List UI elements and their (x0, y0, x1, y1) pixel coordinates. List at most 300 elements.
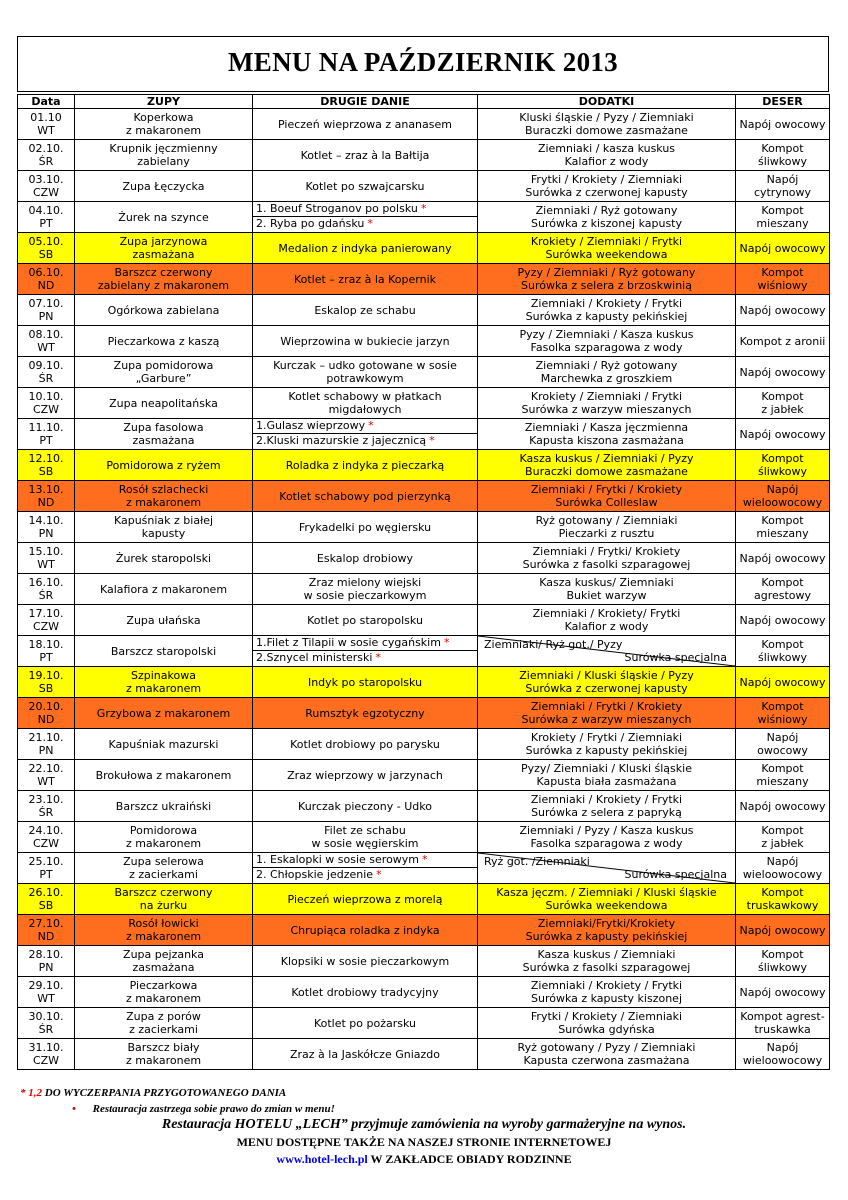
date-cell-line: PN (38, 310, 54, 323)
dessert-cell-line: Kompot (761, 142, 804, 155)
sides-cell-line: Surówka z czerwonej kapusty (525, 186, 688, 199)
sides-cell-line: Kapusta kiszona zasmażana (529, 434, 684, 447)
soup-cell (75, 884, 253, 915)
date-cell (18, 326, 75, 357)
dessert-cell-line: Napój owocowy (739, 117, 826, 131)
sides-cell (478, 202, 736, 233)
date-cell-line: 15.10. (28, 545, 64, 558)
main-course-cell (253, 326, 478, 357)
dessert-cell (736, 946, 830, 977)
dessert-cell-line: Kompot (761, 948, 804, 961)
sides-cell-line: Surówka z kapusty pekińskiej (525, 310, 688, 323)
dessert-cell-line: śliwkowy (757, 961, 808, 974)
dessert-cell-line: Napój owocowy (739, 675, 826, 689)
menu-row (18, 1039, 830, 1070)
main-course-cell-line: Chrupiąca roladka z indyka (290, 923, 440, 937)
main-course-option-text: 2. Ryba po gdańsku (256, 217, 365, 230)
menu-row (18, 667, 830, 698)
sides-cell (478, 667, 736, 698)
menu-row (18, 543, 830, 574)
sides-cell (478, 450, 736, 481)
dessert-cell-line: śliwkowy (757, 651, 808, 664)
main-course-cell-line: Zraz à la Jaskółcze Gniazdo (289, 1047, 440, 1061)
sides-cell-line: Krokiety / Ziemniaki / Frytki (530, 390, 683, 403)
header-main-course: DRUGIE DANIE (253, 95, 478, 109)
soup-cell-line: Zupa selerowa (123, 855, 204, 868)
date-cell-line: 13.10. (28, 483, 64, 496)
soup-cell (75, 760, 253, 791)
menu-row (18, 109, 830, 140)
dessert-cell-line: Napój (766, 1041, 799, 1054)
sides-cell (478, 636, 736, 667)
menu-row (18, 450, 830, 481)
soup-cell (75, 140, 253, 171)
date-cell-line: 03.10. (28, 173, 64, 186)
sides-cell-line: Surówka z fasolki szparagowej (522, 558, 691, 571)
main-course-cell (253, 357, 478, 388)
main-course-cell-line: Kurczak – udko gotowane w sosie (273, 359, 457, 372)
date-cell (18, 636, 75, 667)
sides-cell (478, 419, 736, 450)
main-course-cell (253, 1008, 478, 1039)
main-course-cell (253, 636, 478, 667)
date-cell (18, 233, 75, 264)
main-course-cell (253, 853, 478, 884)
soup-cell-line: Żurek na szynce (118, 210, 209, 224)
sides-cell-line: Surówka gdyńska (558, 1023, 655, 1036)
page-title: MENU NA PAŹDZIERNIK 2013 (228, 47, 618, 77)
sides-cell-line: Frytki / Krokiety / Ziemniaki (530, 1010, 683, 1023)
dessert-cell-line: Napój owocowy (739, 923, 826, 937)
date-cell-line: 02.10. (28, 142, 64, 155)
sides-cell-line: Fasolka szparagowa z wody (530, 341, 683, 354)
main-course-cell (253, 109, 478, 140)
dessert-cell (736, 357, 830, 388)
dessert-cell (736, 853, 830, 884)
date-cell-line: 09.10. (28, 359, 64, 372)
star-mark: * (422, 853, 428, 866)
dessert-cell-line: Kompot (761, 204, 804, 217)
date-cell-line: 18.10. (28, 638, 64, 651)
sides-cell-line: Ziemniaki / Kluski śląskie / Pyzy (519, 669, 694, 682)
dessert-cell-line: agrestowy (753, 589, 812, 602)
soup-cell-line: z makaronem (125, 992, 202, 1005)
sides-cell-line: Ziemniaki/Frytki/Krokiety (537, 917, 676, 930)
main-course-cell (253, 543, 478, 574)
main-course-cell-line: Frykadelki po węgiersku (298, 520, 432, 534)
soup-cell (75, 233, 253, 264)
main-course-cell (253, 233, 478, 264)
soup-cell-line: Ogórkowa zabielana (107, 303, 220, 317)
dessert-cell (736, 884, 830, 915)
soup-cell-line: Koperkowa (133, 111, 194, 124)
dessert-cell-line: Kompot (761, 700, 804, 713)
sides-cell-line: Pyzy/ Ziemniaki / Kluski śląskie (521, 762, 692, 775)
main-course-cell-line: Kotlet drobiowy po parysku (290, 737, 440, 751)
date-cell-line: CZW (32, 186, 60, 199)
sides-cell-line: Kapusta czerwona zasmażana (523, 1054, 690, 1067)
soup-cell-line: zasmażana (132, 961, 195, 974)
menu-row (18, 853, 830, 884)
main-course-option (253, 651, 477, 666)
dessert-cell (736, 419, 830, 450)
soup-cell (75, 388, 253, 419)
main-course-option-text: 1.Filet z Tilapii w sosie cygańskim (256, 636, 441, 649)
sides-cell-line: Surówka z kapusty kiszonej (530, 992, 683, 1005)
main-course-option (253, 202, 477, 217)
main-course-cell (253, 202, 478, 233)
dessert-cell-line: Napój owocowy (739, 241, 826, 255)
main-course-cell (253, 1039, 478, 1070)
soup-cell-line: Barszcz biały (127, 1041, 200, 1054)
sides-cell-line: Kasza kuskus/ Ziemniaki (539, 576, 674, 589)
sides-cell-line: Frytki / Krokiety / Ziemniaki (530, 173, 683, 186)
main-course-cell-line: Kotlet schabowy w płatkach (288, 390, 442, 403)
soup-cell-line: Grzybowa z makaronem (96, 706, 231, 720)
date-cell-line: 01.10 (30, 111, 62, 124)
sides-cell (478, 791, 736, 822)
sides-cell-line: Buraczki domowe zasmażane (525, 124, 688, 137)
date-cell (18, 140, 75, 171)
dessert-cell (736, 543, 830, 574)
soup-cell (75, 574, 253, 605)
menu-row (18, 946, 830, 977)
dessert-cell-line: Napój (766, 173, 799, 186)
main-course-cell (253, 512, 478, 543)
date-cell-line: WT (37, 775, 55, 788)
sides-cell-line: Ziemniaki / Krokiety / Frytki (530, 297, 683, 310)
soup-cell (75, 915, 253, 946)
soup-cell-line: zabielany (137, 155, 190, 168)
main-course-cell-line: Kurczak pieczony - Udko (298, 799, 432, 813)
menu-row (18, 1008, 830, 1039)
sides-cell-line: Ziemniaki / Frytki / Krokiety (530, 700, 683, 713)
dessert-cell (736, 729, 830, 760)
soup-cell (75, 481, 253, 512)
soup-cell (75, 605, 253, 636)
date-cell-line: 14.10. (28, 514, 64, 527)
sides-cell-line: Surówka Colleslaw (555, 496, 658, 509)
sides-cell-line: Kalafior z wody (564, 155, 649, 168)
menu-row (18, 171, 830, 202)
sides-cell (478, 326, 736, 357)
dessert-cell-line: Kompot z aronii (739, 334, 826, 348)
date-cell-line: 07.10. (28, 297, 64, 310)
main-course-cell-line: Kotlet po staropolsku (307, 613, 423, 627)
soup-cell (75, 543, 253, 574)
dessert-cell-line: Napój owocowy (739, 303, 826, 317)
dessert-cell-line: truskawkowy (746, 899, 819, 912)
sides-cell-line: Ziemniaki / Krokiety / Frytki (530, 979, 683, 992)
soup-cell (75, 822, 253, 853)
date-cell (18, 419, 75, 450)
date-cell-line: CZW (32, 620, 60, 633)
main-course-cell-line: Zraz wieprzowy w jarzynach (287, 768, 443, 782)
main-course-cell-line: Pieczeń wieprzowa z morelą (287, 892, 443, 906)
date-cell-line: 06.10. (28, 266, 64, 279)
menu-row (18, 140, 830, 171)
sides-cell (478, 698, 736, 729)
main-course-cell (253, 667, 478, 698)
main-course-cell (253, 822, 478, 853)
sides-cell (478, 574, 736, 605)
date-cell (18, 1039, 75, 1070)
menu-row (18, 295, 830, 326)
dessert-cell-line: z jabłek (761, 403, 804, 416)
main-course-option (253, 868, 477, 883)
date-cell-line: 29.10. (28, 979, 64, 992)
sides-cell (478, 543, 736, 574)
soup-cell-line: Zupa pomidorowa (113, 359, 214, 372)
sides-cell (478, 915, 736, 946)
soup-cell-line: Zupa Łęczycka (122, 179, 205, 193)
sides-cell-line: Krokiety / Frytki / Ziemniaki (530, 731, 683, 744)
date-cell (18, 264, 75, 295)
date-cell-line: PT (39, 434, 53, 447)
soup-cell (75, 450, 253, 481)
date-cell-line: WT (37, 124, 55, 137)
dessert-cell-line: Kompot (761, 452, 804, 465)
soup-cell (75, 977, 253, 1008)
soup-cell-line: Kalafiora z makaronem (99, 582, 228, 596)
date-cell-line: 11.10. (28, 421, 64, 434)
soup-cell-line: Barszcz ukraiński (115, 799, 212, 813)
date-cell-line: WT (37, 558, 55, 571)
sides-cell (478, 357, 736, 388)
main-course-option-text: 1.Gulasz wieprzowy (256, 419, 366, 432)
date-cell-line: 30.10. (28, 1010, 64, 1023)
dessert-cell-line: Kompot (761, 886, 804, 899)
soup-cell (75, 667, 253, 698)
date-cell-line: 26.10. (28, 886, 64, 899)
sides-cell-line: Marchewka z groszkiem (540, 372, 673, 385)
main-course-cell-line: Rumsztyk egzotyczny (305, 706, 425, 720)
date-cell-line: PN (38, 744, 54, 757)
date-cell-line: 05.10. (28, 235, 64, 248)
main-course-option (253, 636, 477, 651)
date-cell (18, 853, 75, 884)
soup-cell (75, 946, 253, 977)
soup-cell-line: Kapuśniak mazurski (108, 737, 219, 751)
soup-cell (75, 698, 253, 729)
dessert-cell-line: Kompot (761, 576, 804, 589)
sides-cell-line: Ziemniaki / Frytki/ Krokiety (532, 545, 681, 558)
main-course-cell (253, 171, 478, 202)
soup-cell-line: Krupnik jęczmienny (109, 142, 218, 155)
date-cell-line: ND (37, 496, 55, 509)
sides-cell (478, 233, 736, 264)
orders-note: Restauracja HOTELU „LECH” przyjmuje zamówienia na wyroby garmażeryjne na wynos. (161, 1117, 687, 1132)
sides-cell-line: Pyzy / Ziemniaki / Kasza kuskus (519, 328, 694, 341)
star-mark: * (368, 419, 374, 432)
soup-cell-line: z makaronem (125, 496, 202, 509)
dessert-cell (736, 171, 830, 202)
sides-cell-line: Surówka weekendowa (545, 899, 668, 912)
menu-row (18, 977, 830, 1008)
dessert-cell (736, 512, 830, 543)
dessert-cell (736, 109, 830, 140)
date-cell-line: 25.10. (28, 855, 64, 868)
date-cell (18, 171, 75, 202)
menu-row (18, 481, 830, 512)
main-course-cell-line: potrawkowym (326, 372, 404, 385)
soup-cell-line: Zupa jarzynowa (119, 235, 208, 248)
menu-row (18, 605, 830, 636)
dessert-cell (736, 388, 830, 419)
menu-row (18, 915, 830, 946)
soup-cell (75, 512, 253, 543)
dessert-cell-line: wieloowocowy (742, 496, 823, 509)
menu-row (18, 884, 830, 915)
menu-row (18, 264, 830, 295)
date-cell (18, 977, 75, 1008)
dessert-cell-line: Kompot (761, 762, 804, 775)
main-course-cell-line: Zraz mielony wiejski (308, 576, 422, 589)
soup-cell (75, 853, 253, 884)
dessert-cell (736, 233, 830, 264)
soup-cell (75, 791, 253, 822)
sides-cell (478, 1039, 736, 1070)
online-note: MENU DOSTĘPNE TAKŻE NA NASZEJ STRONIE INTERNETOWEJ (236, 1135, 612, 1149)
main-course-option-text: 1. Eskalopki w sosie serowym (256, 853, 420, 866)
sides-cell (478, 822, 736, 853)
dessert-cell (736, 140, 830, 171)
date-cell-line: ŚR (38, 806, 54, 819)
sides-cell-line: Surówka z kiszonej kapusty (530, 217, 683, 230)
main-course-cell-line: w sosie pieczarkowym (303, 589, 427, 602)
dessert-cell-line: Napój (766, 483, 799, 496)
dessert-cell (736, 264, 830, 295)
main-course-cell (253, 791, 478, 822)
menu-row (18, 791, 830, 822)
date-cell-line: 20.10. (28, 700, 64, 713)
website-link[interactable]: www.hotel-lech.pl (276, 1152, 368, 1166)
dessert-cell-line: wieloowocowy (742, 868, 823, 881)
dessert-cell-line: z jabłek (761, 837, 804, 850)
soup-cell-line: z makaronem (125, 682, 202, 695)
soup-cell-line: Barszcz czerwony (114, 886, 213, 899)
main-course-cell-line: Filet ze schabu (324, 824, 406, 837)
dessert-cell-line: Napój owocowy (739, 799, 826, 813)
soup-cell-line: z makaronem (125, 837, 202, 850)
sides-cell-line: Ziemniaki / Ryż gotowany (535, 204, 678, 217)
sides-cell-line: Ziemniaki / Krokiety / Frytki (530, 793, 683, 806)
main-course-cell-line: Wieprzowina w bukiecie jarzyn (280, 334, 450, 348)
main-course-cell-line: Eskalop drobiowy (316, 551, 414, 565)
main-course-cell-line: Pieczeń wieprzowa z ananasem (278, 117, 452, 131)
sides-cell-line: Surówka z fasolki szparagowej (522, 961, 691, 974)
soup-cell-line: Barszcz staropolski (110, 644, 217, 658)
date-cell-line: 16.10. (28, 576, 64, 589)
star-mark: * (443, 636, 450, 649)
main-course-option (253, 434, 477, 449)
date-cell-line: PT (39, 868, 53, 881)
date-cell (18, 357, 75, 388)
date-cell-line: 10.10. (28, 390, 64, 403)
soup-cell-line: kapusty (141, 527, 186, 540)
sides-cell-line: Pieczarki z rusztu (558, 527, 655, 540)
star-mark: * (376, 868, 382, 881)
sides-cell-line: Kluski śląskie / Pyzy / Ziemniaki (519, 111, 694, 124)
main-course-cell-line: Kotlet – zraz à la Kopernik (293, 272, 437, 286)
dessert-cell-line: Napój owocowy (739, 551, 826, 565)
sides-cell-line: Ziemniaki / Pyzy / Kasza kuskus (519, 824, 694, 837)
header-row (18, 95, 830, 109)
dessert-cell (736, 1008, 830, 1039)
date-cell-line: ND (37, 279, 55, 292)
date-cell-line: ND (37, 930, 55, 943)
date-cell-line: SB (38, 465, 54, 478)
menu-row (18, 202, 830, 233)
main-course-option-text: 2.Kluski mazurskie z jajecznicą (256, 434, 427, 447)
date-cell (18, 915, 75, 946)
menu-row (18, 574, 830, 605)
sides-cell-line: Surówka z warzyw mieszanych (521, 713, 692, 726)
sides-cell-line: Kapusta biała zasmażana (536, 775, 677, 788)
menu-row (18, 512, 830, 543)
sides-cell-line: Surówka z selera z brzoskwinią (521, 279, 692, 292)
dessert-cell (736, 202, 830, 233)
dessert-cell-line: mieszany (756, 527, 809, 540)
main-course-cell-line: Roladka z indyka z pieczarką (285, 458, 445, 472)
sides-cell (478, 109, 736, 140)
date-cell-line: CZW (32, 1054, 60, 1067)
dessert-cell-line: Napój (766, 731, 799, 744)
sides-cell-line: Surówka z kapusty pekińskiej (525, 744, 688, 757)
main-course-cell-line: Klopsiki w sosie pieczarkowym (280, 954, 450, 968)
soup-cell-line: Rosół łowicki (128, 917, 199, 930)
date-cell-line: ŚR (38, 155, 54, 168)
soup-cell (75, 171, 253, 202)
dessert-cell-line: truskawka (754, 1023, 811, 1036)
dessert-cell (736, 450, 830, 481)
sides-cell-line: Pyzy / Ziemniaki / Ryż gotowany (517, 266, 696, 279)
website-line (0, 1152, 848, 1167)
soup-cell-line: z makaronem (125, 124, 202, 137)
dessert-cell (736, 822, 830, 853)
header-soups: ZUPY (75, 95, 253, 109)
date-cell (18, 202, 75, 233)
soup-cell (75, 326, 253, 357)
main-course-cell (253, 729, 478, 760)
dessert-cell-line: Napój owocowy (739, 365, 826, 379)
date-cell (18, 512, 75, 543)
dessert-cell-line: Kompot (761, 638, 804, 651)
sides-cell-line: Surówka weekendowa (545, 248, 668, 261)
main-course-cell-line: Indyk po staropolsku (307, 675, 423, 689)
dessert-cell-line: Napój owocowy (739, 985, 826, 999)
sides-cell-line: Kasza kuskus / Ziemniaki / Pyzy (519, 452, 694, 465)
sides-cell (478, 946, 736, 977)
date-cell-line: PT (39, 651, 53, 664)
date-cell (18, 481, 75, 512)
date-cell (18, 698, 75, 729)
footnote-text: DO WYCZERPANIA PRZYGOTOWANEGO DANIA (44, 1087, 287, 1099)
date-cell (18, 605, 75, 636)
date-cell-line: 27.10. (28, 917, 64, 930)
date-cell-line: 28.10. (28, 948, 64, 961)
dessert-cell (736, 977, 830, 1008)
soup-cell-line: z makaronem (125, 930, 202, 943)
dessert-cell-line: Kompot (761, 514, 804, 527)
soup-cell-line: Zupa neapolitańska (109, 396, 218, 410)
sides-cell-line: Krokiety / Ziemniaki / Frytki (530, 235, 683, 248)
date-cell-line: 04.10. (28, 204, 64, 217)
sides-cell (478, 481, 736, 512)
date-cell-line: 19.10. (28, 669, 64, 682)
sides-cell (478, 853, 736, 884)
soup-cell-line: Żurek staropolski (115, 551, 212, 565)
